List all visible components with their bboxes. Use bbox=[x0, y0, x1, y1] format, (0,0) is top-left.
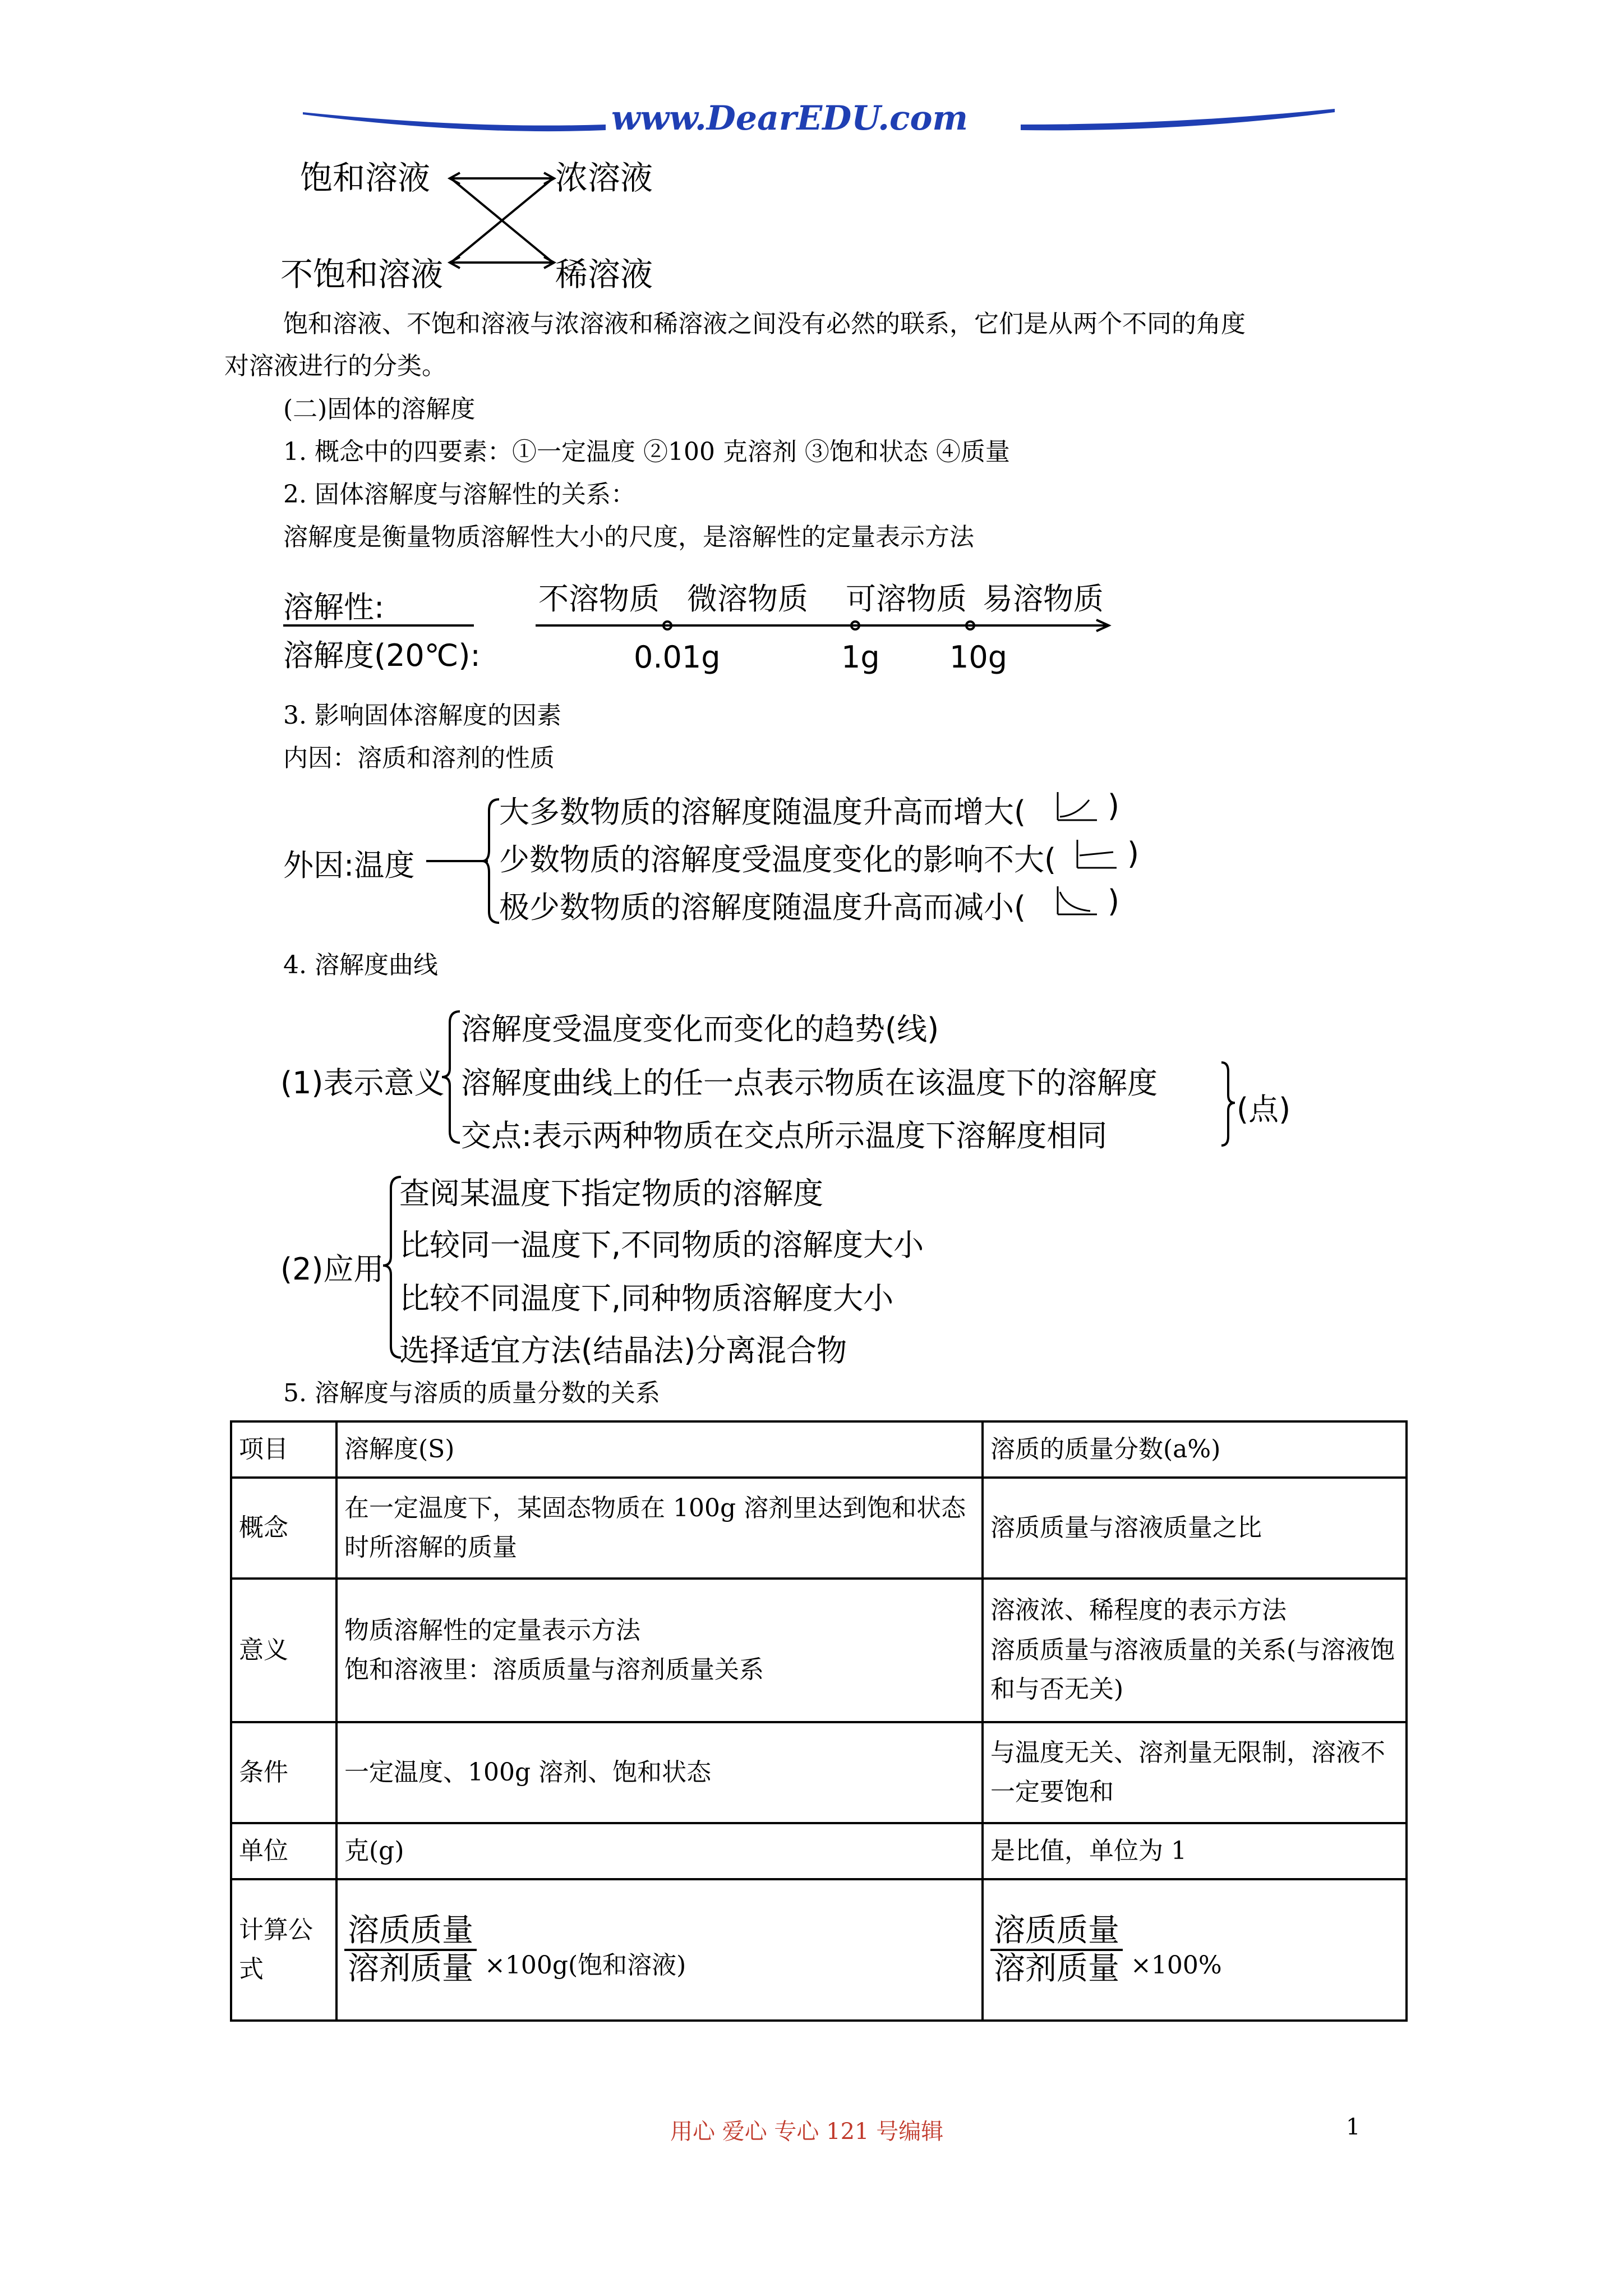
formula-suffix: ×100g(饱和溶液) bbox=[485, 1950, 686, 1980]
table-row bbox=[231, 1823, 1407, 1879]
section-title-relation: 5. 溶解度与溶质的质量分数的关系 bbox=[283, 1379, 660, 1407]
table-header-solubility: 溶解度(S) bbox=[336, 1421, 983, 1478]
point-brace bbox=[1217, 1060, 1239, 1150]
close-paren-2: ) bbox=[1127, 836, 1140, 871]
scale-axis bbox=[283, 614, 1124, 637]
table-cell-mass-fraction: 是比值，单位为 1 bbox=[983, 1823, 1407, 1879]
close-paren-1: ) bbox=[1108, 788, 1120, 823]
formula-fraction bbox=[990, 1913, 1123, 1987]
table-cell-item: 单位 bbox=[231, 1823, 336, 1879]
table-row bbox=[231, 1579, 1407, 1722]
external-item-increase: 大多数物质的溶解度随温度升高而增大( bbox=[499, 794, 1026, 830]
meaning-item-point: 溶解度曲线上的任一点表示物质在该温度下的溶解度 bbox=[461, 1065, 1158, 1101]
internal-factor: 内因：溶质和溶剂的性质 bbox=[283, 744, 555, 772]
table-cell-item: 条件 bbox=[231, 1722, 336, 1823]
curve-falling-icon bbox=[1054, 885, 1099, 919]
table-header-mass-fraction: 溶质的质量分数(a%) bbox=[983, 1421, 1407, 1478]
table-row bbox=[231, 1478, 1407, 1579]
table-cell-mass-fraction: 溶质质量与溶液质量之比 bbox=[983, 1478, 1407, 1579]
external-item-little-change: 少数物质的溶解度受温度变化的影响不大( bbox=[499, 842, 1057, 877]
para-line-1: 饱和溶液、不饱和溶液与浓溶液和稀溶液之间没有必然的联系，它们是从两个不同的角度 bbox=[283, 310, 1246, 338]
curve-rising-icon bbox=[1054, 791, 1099, 825]
application-item-separation: 选择适宜方法(结晶法)分离混合物 bbox=[399, 1333, 847, 1368]
cross-arrows bbox=[443, 163, 561, 275]
table-header-row bbox=[231, 1421, 1407, 1478]
formula-numerator: 溶质质量 bbox=[344, 1913, 477, 1951]
label-dilute: 稀溶液 bbox=[555, 255, 653, 293]
meaning-item-intersection: 交点:表示两种物质在交点所示温度下溶解度相同 bbox=[461, 1118, 1108, 1153]
application-item-compare-same-temp: 比较同一温度下,不同物质的溶解度大小 bbox=[399, 1227, 924, 1263]
label-concentrated: 浓溶液 bbox=[555, 159, 653, 197]
table-header-item: 项目 bbox=[231, 1421, 336, 1478]
comparison-table bbox=[230, 1420, 1408, 2022]
external-factor-label: 外因:温度 bbox=[283, 848, 415, 883]
curve-flat-icon bbox=[1074, 839, 1119, 872]
external-item-decrease: 极少数物质的溶解度随温度升高而减小( bbox=[499, 890, 1026, 925]
label-unsaturated: 不饱和溶液 bbox=[280, 255, 444, 293]
label-saturated: 饱和溶液 bbox=[300, 159, 431, 197]
table-cell-solubility bbox=[336, 1579, 983, 1722]
table-cell-line: 溶液浓、稀程度的表示方法 bbox=[990, 1596, 1287, 1625]
table-cell-solubility-formula bbox=[336, 1879, 983, 2021]
close-paren-3: ) bbox=[1108, 884, 1120, 919]
table-cell-line: 物质溶解性的定量表示方法 bbox=[344, 1616, 640, 1645]
formula-suffix: ×100% bbox=[1131, 1950, 1222, 1980]
application-item-lookup: 查阅某温度下指定物质的溶解度 bbox=[399, 1176, 823, 1211]
footer-text: 用心 爱心 专心 121 号编辑 bbox=[670, 2119, 944, 2145]
application-item-compare-diff-temp: 比较不同温度下,同种物质溶解度大小 bbox=[399, 1281, 894, 1316]
section-title-solubility: (二)固体的溶解度 bbox=[283, 395, 476, 424]
para-line-2: 对溶液进行的分类。 bbox=[224, 352, 446, 380]
application-label: (2)应用 bbox=[280, 1251, 384, 1287]
formula-numerator: 溶质质量 bbox=[990, 1913, 1123, 1951]
table-cell-item: 计算公式 bbox=[231, 1879, 336, 2021]
formula-denominator: 溶剂质量 bbox=[994, 1950, 1119, 1987]
point-label: (点) bbox=[1237, 1092, 1291, 1127]
section-title-factors: 3. 影响固体溶解度的因素 bbox=[283, 701, 561, 730]
meaning-label: (1)表示意义 bbox=[280, 1065, 445, 1101]
scale-tick-10g: 10g bbox=[949, 639, 1007, 675]
scale-label-solubility-value: 溶解度(20℃): bbox=[283, 638, 481, 673]
table-cell-item: 概念 bbox=[231, 1478, 336, 1579]
formula-fraction bbox=[344, 1913, 477, 1987]
external-factor-brace bbox=[426, 791, 505, 926]
scale-category-insoluble: 不溶物质 bbox=[538, 581, 660, 616]
page-number: 1 bbox=[1346, 2114, 1361, 2140]
scale-category-slightly-soluble: 微溶物质 bbox=[687, 581, 808, 616]
table-cell-line: 溶质质量与溶液质量的关系(与溶液饱和与否无关) bbox=[990, 1635, 1395, 1704]
table-cell-solubility: 克(g) bbox=[336, 1823, 983, 1879]
table-cell-mass-fraction: 与温度无关、溶剂量无限制，溶液不一定要饱和 bbox=[983, 1722, 1407, 1823]
formula-denominator: 溶剂质量 bbox=[348, 1950, 473, 1987]
table-cell-mass-fraction bbox=[983, 1579, 1407, 1722]
table-cell-solubility: 一定温度、100g 溶剂、饱和状态 bbox=[336, 1722, 983, 1823]
item-relationship: 2. 固体溶解度与溶解性的关系： bbox=[283, 480, 635, 509]
table-row bbox=[231, 1879, 1407, 2021]
table-cell-solubility: 在一定温度下，某固态物质在 100g 溶剂里达到饱和状态时所溶解的质量 bbox=[336, 1478, 983, 1579]
scale-label-solubility: 溶解性: bbox=[283, 590, 385, 625]
item-relationship-desc: 溶解度是衡量物质溶解性大小的尺度，是溶解性的定量表示方法 bbox=[283, 523, 974, 551]
section-title-curve: 4. 溶解度曲线 bbox=[283, 951, 438, 979]
scale-category-very-soluble: 易溶物质 bbox=[983, 581, 1104, 616]
table-cell-line: 饱和溶液里：溶质质量与溶剂质量关系 bbox=[344, 1655, 764, 1684]
item-four-elements: 1. 概念中的四要素：①一定温度 ②100 克溶剂 ③饱和状态 ④质量 bbox=[283, 438, 1010, 466]
scale-tick-0-01g: 0.01g bbox=[634, 639, 721, 675]
header-site-logo: www.DearEDU.com bbox=[611, 99, 969, 138]
table-cell-mass-fraction-formula bbox=[983, 1879, 1407, 2021]
scale-category-soluble: 可溶物质 bbox=[846, 581, 967, 616]
table-row bbox=[231, 1722, 1407, 1823]
scale-tick-1g: 1g bbox=[841, 639, 880, 675]
meaning-item-trend: 溶解度受温度变化而变化的趋势(线) bbox=[461, 1011, 939, 1047]
table-cell-item: 意义 bbox=[231, 1579, 336, 1722]
